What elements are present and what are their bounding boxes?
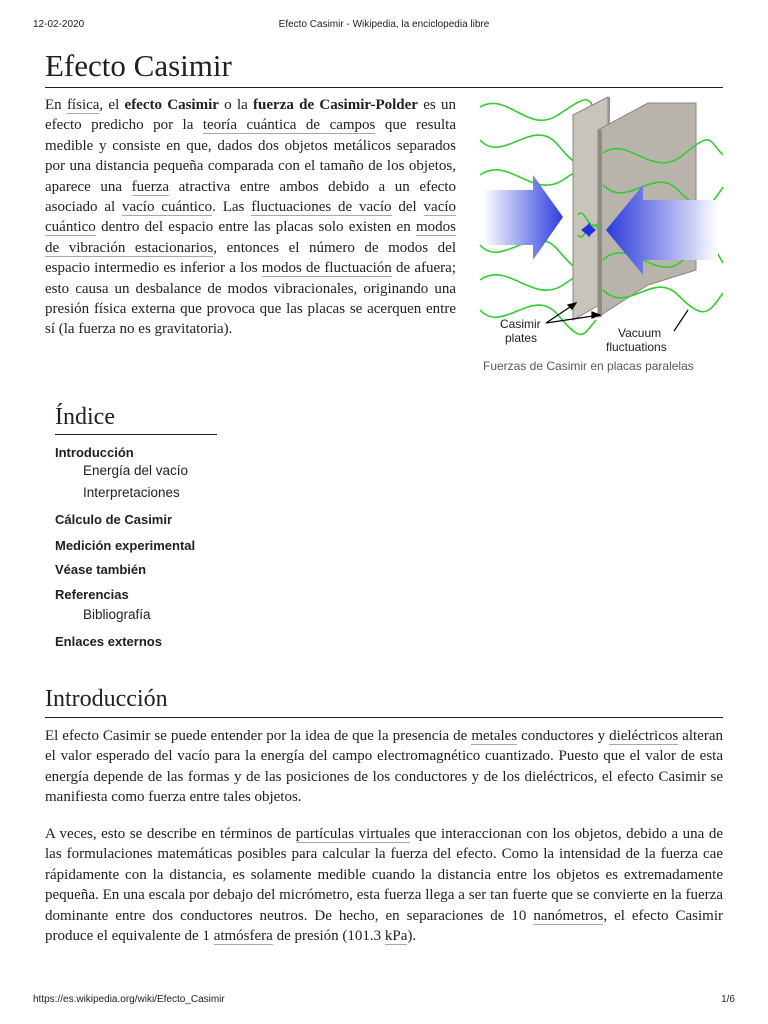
link-fisica[interactable]: física: [66, 97, 100, 113]
link-modos-vibracion[interactable]: modos de vibración estacionarios: [45, 219, 456, 256]
print-url: https://es.wikipedia.org/wiki/Efecto_Casimir: [33, 994, 225, 1005]
link-vacio-cuantico[interactable]: vacío cuántico: [121, 199, 213, 216]
toc-item-medicion[interactable]: Medición experimental: [55, 538, 196, 553]
intro-paragraph-1: El efecto Casimir se puede entender por la idea de que la presencia de metales conductores y dieléctricos alteran el valor esperado del vacío para la energía del campo electromagnético cuantizado. Puesto que el valor de esta energía depende de las formas y de las posiciones de los conductores y de los dieléctricos, el efecto Casimir se manifiesta como fuerza entre tales objetos.: [45, 728, 723, 806]
label-pointers: [546, 303, 688, 331]
label-casimir: Casimir: [500, 317, 541, 331]
toc-item-introduccion[interactable]: Introducción: [55, 445, 134, 460]
toc-item-vease-tambien[interactable]: Véase también: [55, 562, 147, 577]
label-fluctuations: fluctuations: [606, 340, 667, 354]
casimir-plates-illustration: [478, 95, 723, 357]
left-force-arrow: [483, 175, 563, 260]
link-nanometros[interactable]: nanómetros: [533, 907, 604, 924]
section-heading-introduccion: Introducción: [45, 684, 723, 718]
link-metales[interactable]: metales: [471, 728, 518, 744]
intro-paragraph-2: A veces, esto se describe en términos de partículas virtuales que interaccionan con los objetos, debido a una de las formulaciones matemáticas posibles para calcular la fuerza del efecto. Como la intensidad de la fuerza cae rápidamente con la distancia, es solamente medible cuando la distancia entre los objetos es extremadamente pequeña. En una escala por debajo del micrómetro, esta fuerza llega a ser tan fuerte que se convierte en la fuerza dominante entre dos conductores neutros. De hecho, en separaciones de 10 nanómetros, el efecto Casimir produce el equivalente de 1 atmósfera de presión (101.3 kPa).: [45, 826, 723, 945]
article-title: Efecto Casimir: [45, 48, 723, 88]
label-vacuum: Vacuum: [618, 326, 662, 340]
link-dielectricos[interactable]: dieléctricos: [609, 728, 679, 744]
print-page-title: Efecto Casimir - Wikipedia, la enciclopedia libre: [278, 19, 490, 30]
toc-item-interpretaciones[interactable]: Interpretaciones: [83, 485, 180, 500]
label-plates: plates: [505, 331, 538, 345]
link-atmosfera[interactable]: atmósfera: [213, 928, 273, 945]
link-modos-fluctuacion[interactable]: modos de fluctuación: [261, 260, 392, 277]
toc-item-energia-vacio[interactable]: Energía del vacío: [83, 463, 189, 478]
toc-title: Índice: [55, 402, 217, 435]
link-teoria-cuantica[interactable]: teoría cuántica de campos: [202, 117, 376, 134]
toc-item-calculo-casimir[interactable]: Cálculo de Casimir: [55, 512, 173, 527]
figure-caption: Fuerzas de Casimir en placas paralelas: [483, 359, 694, 373]
lead-paragraph: En física, el efecto Casimir o la fuerza de Casimir-Polder es un efecto predicho por la teoría cuántica de campos que resulta medible y consiste en que, dados dos objetos metálicos separados por una distancia pequeña comparada con el tamaño de los objetos, aparece una fuerza atractiva entre ambos debido a un efecto asociado al vacío cuántico. Las fluctuaciones de vacío del vacío cuántico dentro del espacio entre las placas solo existen en modos de vibración estacionarios, entonces el número de modos del espacio intermedio es inferior a los modos de fluctuación de afuera; esto causa un desbalance de modos vibracionales, originando una presión física externa que provoca que las placas se acerquen entre sí (la fuerza no es gravitatoria).: [45, 97, 457, 338]
link-fluctuaciones-vacio[interactable]: fluctuaciones de vacío: [251, 199, 392, 216]
toc-item-referencias[interactable]: Referencias: [55, 587, 129, 602]
casimir-figure[interactable]: [478, 95, 723, 357]
link-fuerza[interactable]: fuerza: [131, 178, 170, 195]
table-of-contents: [55, 402, 355, 649]
link-kpa[interactable]: kPa: [384, 928, 408, 945]
print-page-number: 1/6: [721, 994, 735, 1005]
print-date: 12-02-2020: [33, 19, 85, 30]
toc-item-bibliografia[interactable]: Bibliografía: [83, 607, 151, 622]
link-vacio-cuantico-2[interactable]: vacío cuántico: [45, 199, 457, 236]
toc-item-enlaces-externos[interactable]: Enlaces externos: [55, 634, 162, 649]
link-particulas-virtuales[interactable]: partículas virtuales: [295, 826, 411, 842]
